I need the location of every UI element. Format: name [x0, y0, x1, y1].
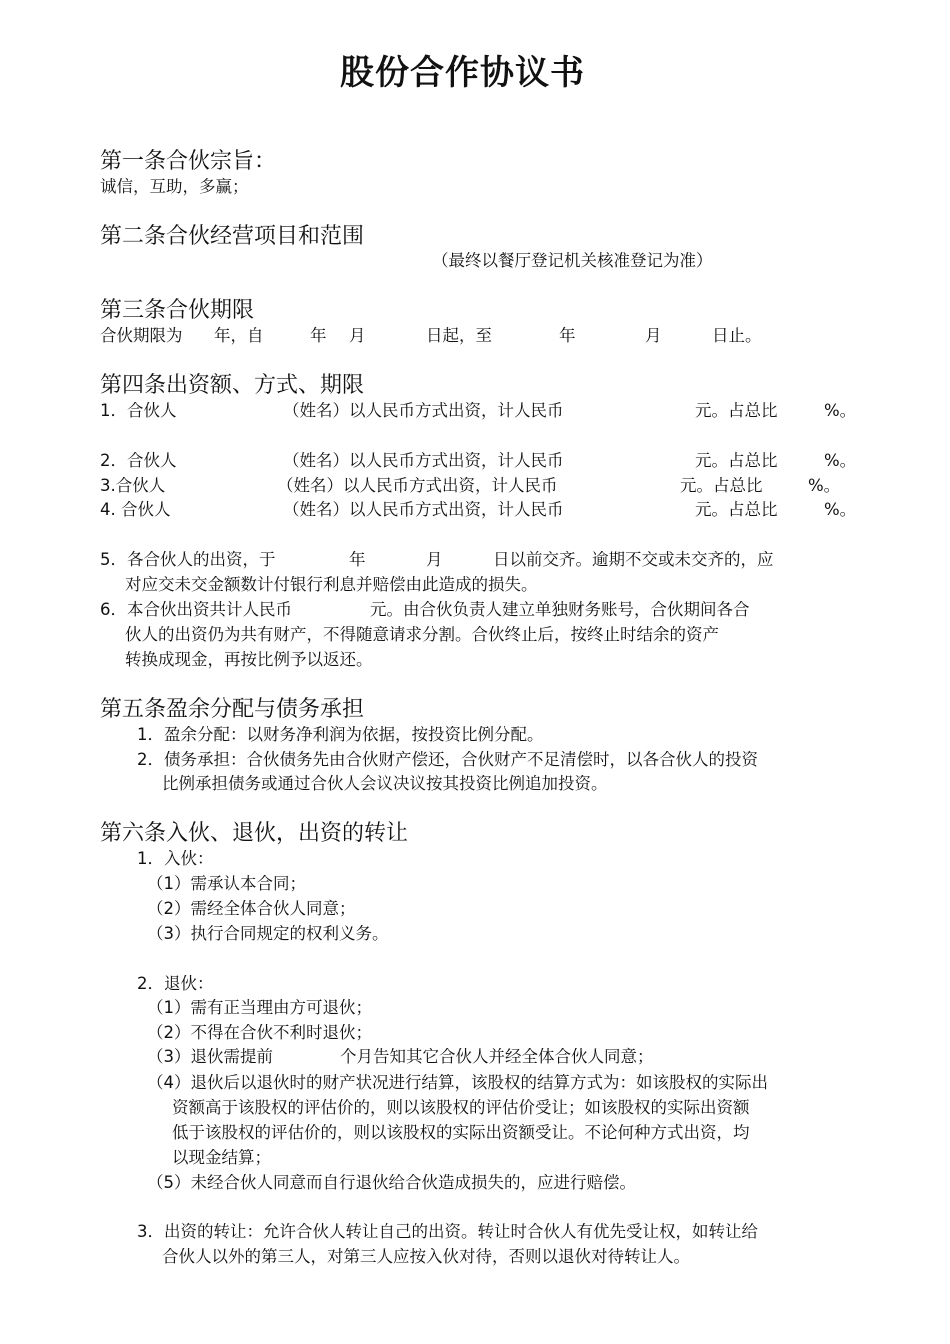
article-5-heading: 第五条盈余分配与债务承担 — [100, 697, 365, 722]
term-text: 月 — [645, 326, 662, 345]
exit-item: 低于该股权的评估价的，则以该股权的实际出资额受让。不论何种方式出资，均 — [172, 1123, 750, 1142]
article-5-item: 比例承担债务或通过合伙人会议决议按其投资比例追加投资。 — [162, 774, 608, 793]
partner-1-number: 1．合伙人 — [100, 401, 177, 420]
article-2-note: （最终以餐厅登记机关核准登记为准） — [432, 251, 713, 270]
term-text: 年 — [310, 326, 327, 345]
item-5-text: 日以前交齐。逾期不交或未交齐的，应 — [493, 550, 774, 569]
item-5-text: 月 — [426, 550, 443, 569]
join-heading: 1．入伙： — [137, 849, 214, 868]
term-text: 年，自 — [214, 326, 264, 345]
join-item: （2）需经全体合伙人同意； — [147, 899, 356, 918]
item-6-text: 转换成现金，再按比例予以返还。 — [125, 650, 373, 669]
item-6-text: 元。由合伙负责人建立单独财务账号，合伙期间各合 — [370, 600, 750, 619]
exit-item: （5）未经合伙人同意而自行退伙给合伙造成损失的，应进行赔偿。 — [147, 1173, 636, 1192]
partner-2-number: 2．合伙人 — [100, 451, 177, 470]
exit-item: （1）需有正当理由方可退伙； — [147, 998, 372, 1017]
exit-item: 个月告知其它合伙人并经全体合伙人同意； — [340, 1047, 654, 1066]
partner-4-percent: %。 — [824, 500, 857, 519]
partner-1-text: （姓名）以人民币方式出资，计人民币 — [283, 401, 564, 420]
partner-4-amount: 元。占总比 — [695, 500, 778, 519]
article-3-heading: 第三条合伙期限 — [100, 298, 255, 323]
article-2-heading: 第二条合伙经营项目和范围 — [100, 224, 365, 249]
partner-4-text: （姓名）以人民币方式出资，计人民币 — [283, 500, 564, 519]
article-5-item: 2．债务承担：合伙债务先由合伙财产偿还，合伙财产不足清偿时，以各合伙人的投资 — [137, 750, 758, 769]
partner-1-amount: 元。占总比 — [695, 401, 778, 420]
term-text: 合伙期限为 — [100, 326, 183, 345]
article-6-heading: 第六条入伙、退伙，出资的转让 — [100, 821, 409, 846]
join-item: （3）执行合同规定的权利义务。 — [147, 924, 389, 943]
partner-2-percent: %。 — [824, 451, 857, 470]
item-5-text: 5．各合伙人的出资，于 — [100, 550, 276, 569]
term-text: 日止。 — [712, 326, 762, 345]
article-1-heading: 第一条合伙宗旨： — [100, 149, 277, 174]
partner-4-number: 4. 合伙人 — [100, 500, 171, 519]
article-1-body: 诚信，互助，多赢； — [100, 177, 249, 196]
exit-heading: 2．退伙： — [137, 974, 214, 993]
item-5-text: 对应交未交金额数计付银行利息并赔偿由此造成的损失。 — [125, 575, 538, 594]
term-text: 月 — [349, 326, 366, 345]
partner-3-text: （姓名）以人民币方式出资，计人民币 — [277, 476, 558, 495]
document-title: 股份合作协议书 — [340, 53, 585, 93]
article-5-item: 1．盈余分配：以财务净利润为依据，按投资比例分配。 — [137, 725, 544, 744]
item-6-text: 6．本合伙出资共计人民币 — [100, 600, 292, 619]
term-text: 年 — [559, 326, 576, 345]
term-text: 日起，至 — [426, 326, 492, 345]
partner-3-number: 3.合伙人 — [100, 476, 166, 495]
article-4-heading: 第四条出资额、方式、期限 — [100, 373, 365, 398]
partner-3-amount: 元。占总比 — [680, 476, 763, 495]
join-item: （1）需承认本合同； — [147, 874, 306, 893]
item-6-text: 伙人的出资仍为共有财产，不得随意请求分割。合伙终止后，按终止时结余的资产 — [125, 625, 719, 644]
partner-1-percent: %。 — [824, 401, 857, 420]
item-5-text: 年 — [349, 550, 366, 569]
transfer-text: 3．出资的转让：允许合伙人转让自己的出资。转让时合伙人有优先受让权，如转让给 — [137, 1222, 758, 1241]
partner-3-percent: %。 — [808, 476, 841, 495]
exit-item: 以现金结算； — [172, 1148, 271, 1167]
transfer-text: 合伙人以外的第三人，对第三人应按入伙对待，否则以退伙对待转让人。 — [162, 1247, 690, 1266]
partner-2-amount: 元。占总比 — [695, 451, 778, 470]
partner-2-text: （姓名）以人民币方式出资，计人民币 — [283, 451, 564, 470]
exit-item: 资额高于该股权的评估价的，则以该股权的评估价受让；如该股权的实际出资额 — [172, 1098, 750, 1117]
exit-item: （4）退伙后以退伙时的财产状况进行结算，该股权的结算方式为：如该股权的实际出 — [147, 1073, 768, 1092]
exit-item: （2）不得在合伙不利时退伙； — [147, 1023, 372, 1042]
exit-item: （3）退伙需提前 — [147, 1047, 273, 1066]
